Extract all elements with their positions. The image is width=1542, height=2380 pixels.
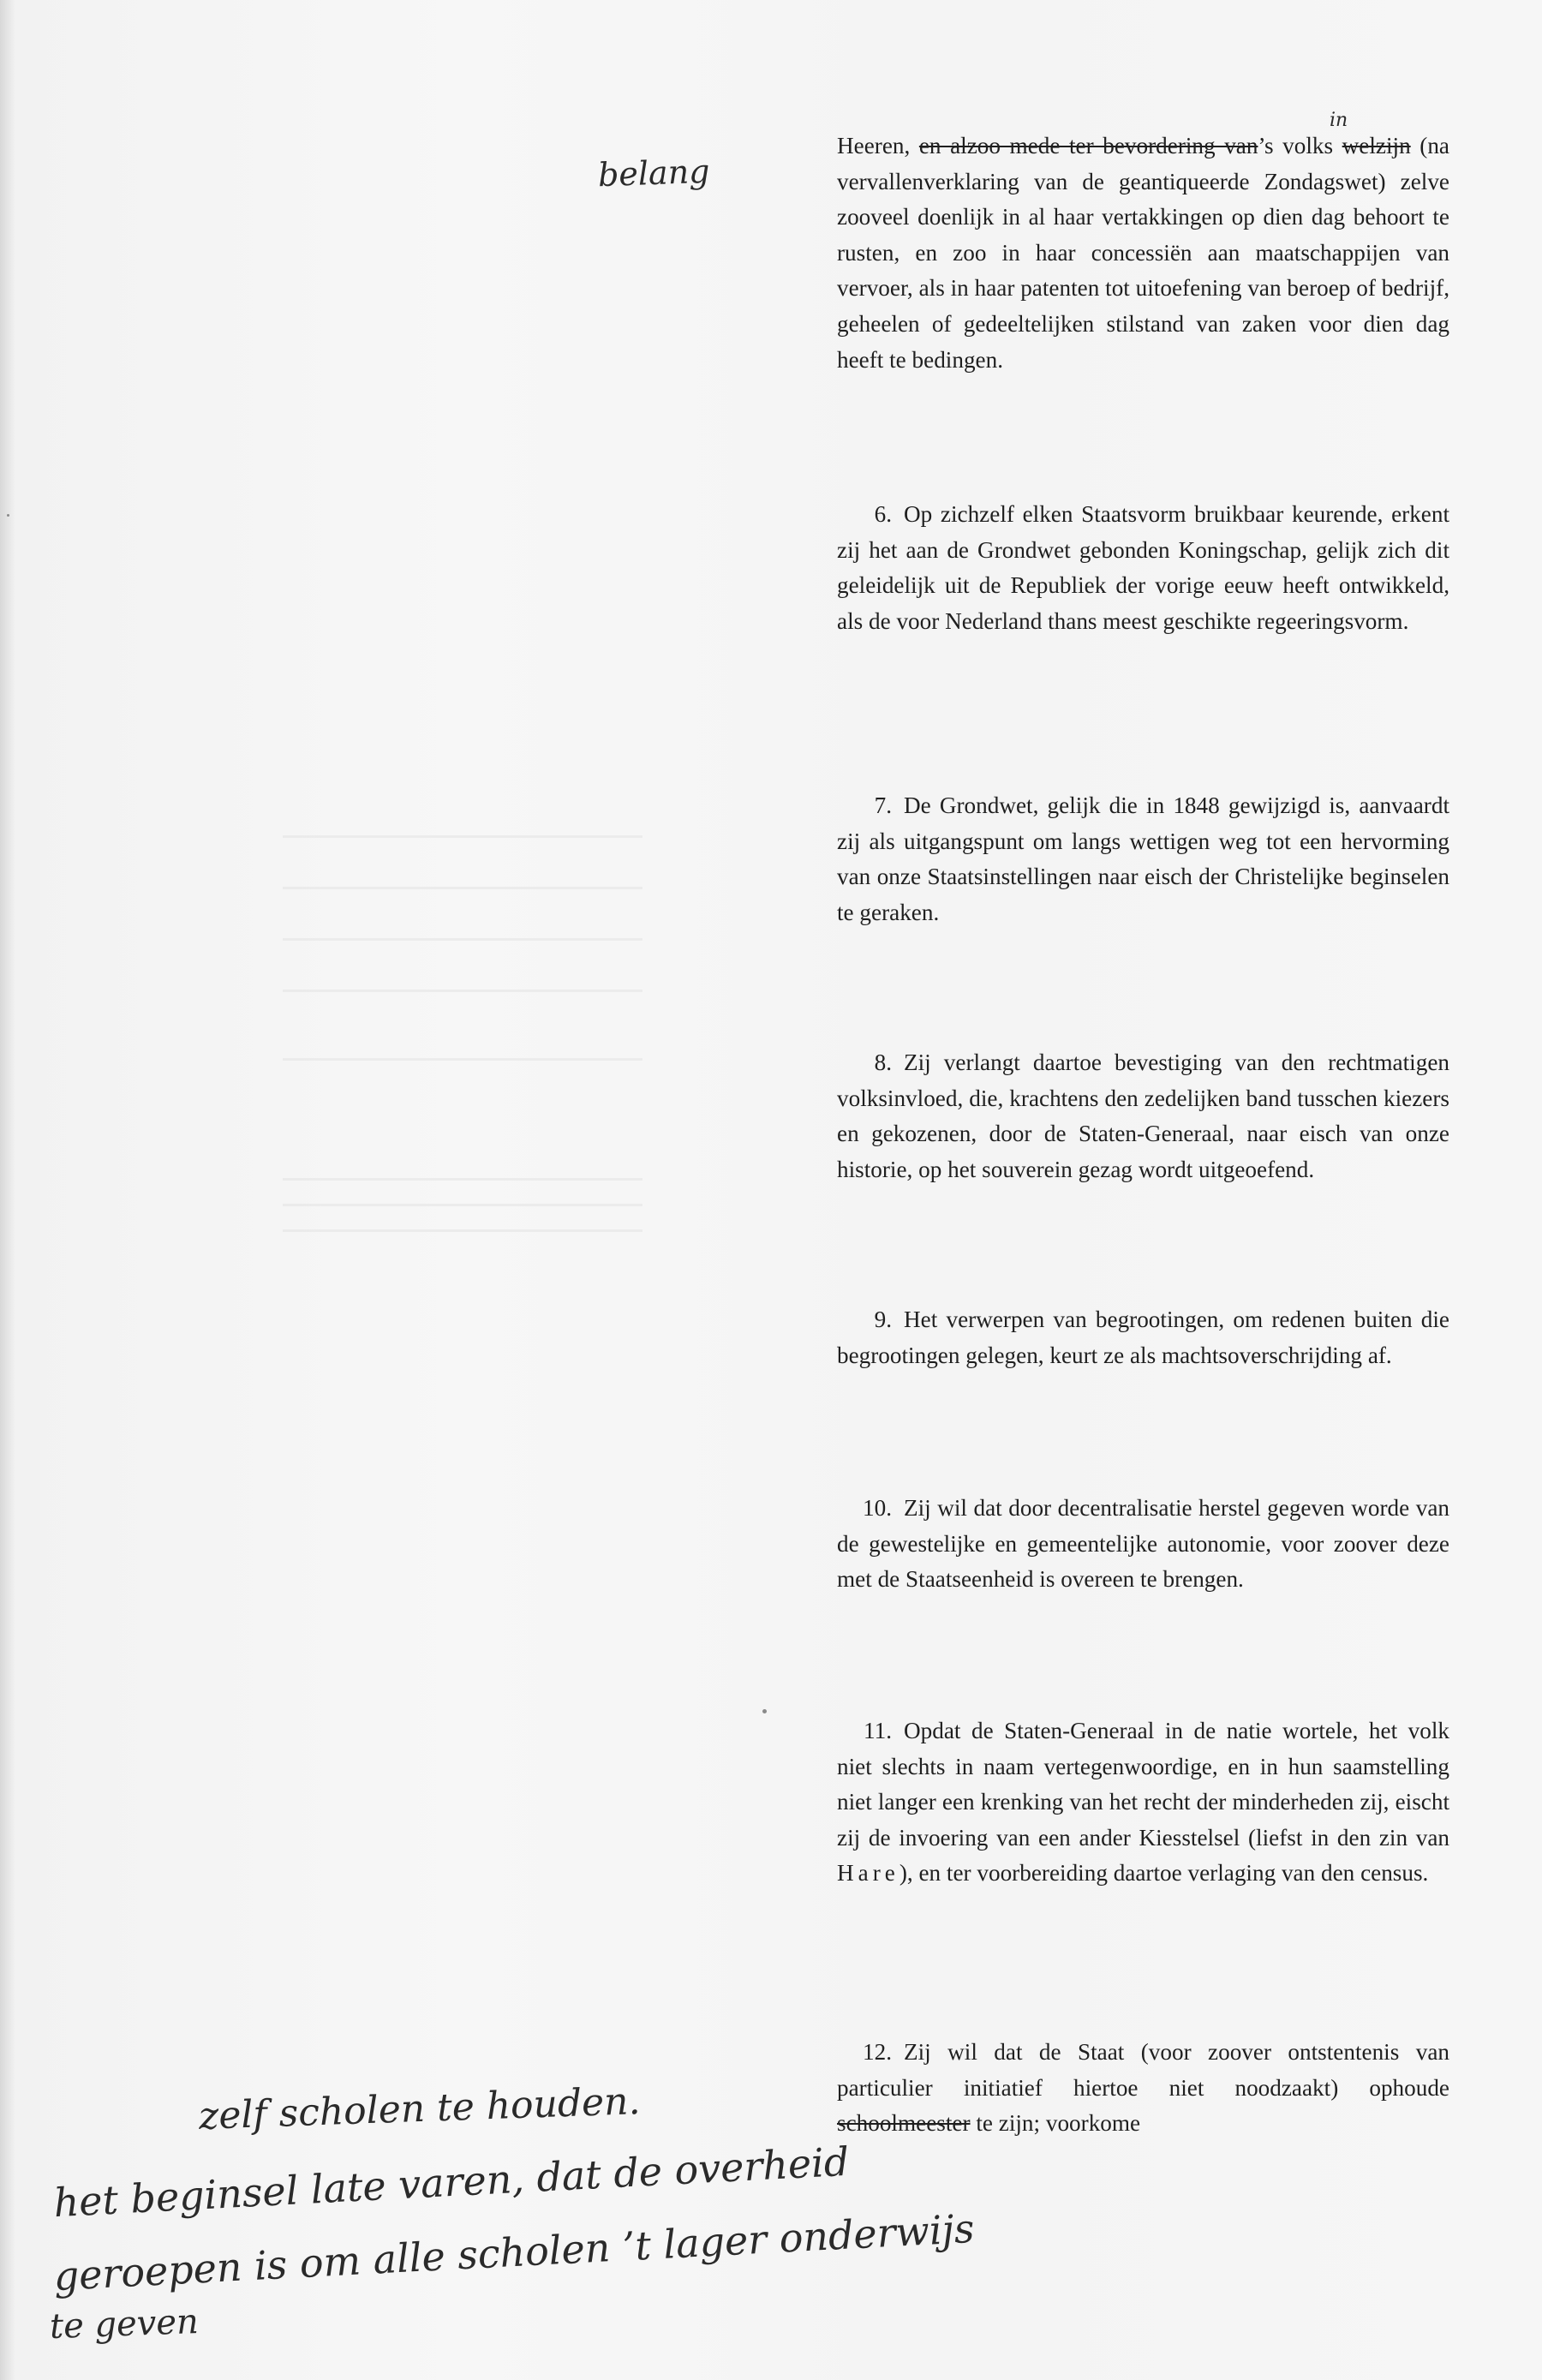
paragraph-number: 12.	[863, 2039, 892, 2065]
handwritten-insertion: in	[1330, 110, 1348, 131]
struck-word: schoolmeester	[837, 2110, 971, 2137]
show-through-line	[283, 938, 642, 941]
paragraph-number: 8.	[874, 1049, 892, 1075]
paragraph-6	[837, 497, 1449, 639]
paragraph-text: De Grondwet, gelijk die in 1848 gewijzigd is, aanvaardt zij als uitgangspunt om langs wettigen weg tot een hervorming van onze Staatsinstellingen naar eisch der Christelijke beginselen te geraken.	[837, 792, 1449, 925]
paragraph-text: Zij verlangt daartoe bevestiging van den rechtmatigen volksinvloed, die, krachtens den zedelijken band tusschen kiezers en gekozenen, door de Staten-Generaal, naar eisch van onze historie, op het souverein gezag wordt uitgeoefend.	[837, 1049, 1449, 1182]
paragraph-10	[837, 1491, 1449, 1598]
paragraph-12	[837, 2035, 1449, 2142]
paragraph-8	[837, 1045, 1449, 1187]
intro-text-3: (na vervallenverklaring van de geantiqueerde Zondagswet) zelve zooveel doenlijk in al haar vertakkingen op dien dag behoort te rusten, en zoo in haar concessiën aan maatschappijen van vervoer, als in haar patenten tot uitoefening van beroep of bedrijf, geheelen of gedeeltelijken stilstand van zaken voor dien dag heeft te bedingen.	[837, 133, 1449, 373]
paragraph-7	[837, 788, 1449, 930]
show-through-line	[283, 1204, 642, 1206]
show-through-line	[283, 1178, 642, 1181]
paper-speck	[762, 1709, 767, 1713]
handwritten-note-line-4: te geven	[49, 2301, 200, 2347]
intro-struck-text-1: en alzoo mede ter bevordering van	[918, 133, 1258, 158]
show-through-line	[283, 835, 642, 838]
paragraph-intro	[837, 129, 1449, 378]
paragraph-9	[837, 1302, 1449, 1373]
paragraph-text-1: Opdat de Staten-Generaal in de natie wortele, het volk niet slechts in naam vertegenwoordige, en in hun saamstelling niet langer een krenking van het recht der minderheden zij, eischt zij de invoering van een ander Kiesstelsel (liefst in den zin van	[837, 1718, 1449, 1851]
handwritten-note-line-3: geroepen is om alle scholen ’t lager onderwijs	[52, 2204, 976, 2300]
handwritten-note-line-2: het beginsel late varen, dat de overheid	[52, 2138, 851, 2227]
paragraph-text-2: te zijn; voorkome	[970, 2110, 1141, 2137]
handwritten-note-line-1: zelf scholen te houden.	[198, 2079, 642, 2138]
paper-speck	[7, 514, 9, 517]
paragraph-text-2: ), en ter voorbereiding daartoe verlaging van den census.	[899, 1860, 1429, 1887]
show-through-line	[283, 1058, 642, 1061]
paragraph-number: 6.	[874, 501, 892, 527]
paragraph-number: 10.	[863, 1495, 892, 1521]
spaced-name: Hare	[837, 1860, 900, 1887]
paragraph-number: 11.	[864, 1718, 892, 1743]
intro-text-2: ’s volks	[1258, 133, 1342, 158]
paragraph-11	[837, 1713, 1449, 1892]
paragraph-text: Zij wil dat door decentralisatie herstel gegeven worde van de gewestelijke en gemeentelijke autonomie, voor zoover deze met de Staatseenheid is overeen te brengen.	[837, 1495, 1449, 1593]
intro-struck-text-2: welzijn	[1342, 133, 1411, 158]
show-through-line	[283, 990, 642, 992]
intro-text-1: Heeren,	[837, 133, 919, 158]
paragraph-number: 7.	[874, 792, 892, 818]
paragraph-text-1: Zij wil dat de Staat (voor zoover ontstentenis van particulier initiatief hiertoe niet noodzaakt) ophoude	[837, 2039, 1449, 2101]
paragraph-text: Op zichzelf elken Staatsvorm bruikbaar keurende, erkent zij het aan de Grondwet gebonden Koningschap, gelijk zich dit geleidelijk uit de Republiek der vorige eeuw heeft ontwikkeld, als de voor Nederland thans meest geschikte regeeringsvorm.	[837, 501, 1449, 634]
paragraph-text: Het verwerpen van begrootingen, om redenen buiten die begrootingen gelegen, keurt ze als machtsoverschrijding af.	[837, 1307, 1449, 1368]
paragraph-number: 9.	[874, 1307, 892, 1332]
handwritten-margin-note: belang	[597, 152, 711, 194]
show-through-line	[283, 887, 642, 889]
page-fold-shadow	[0, 0, 15, 2380]
show-through-line	[283, 1229, 642, 1232]
